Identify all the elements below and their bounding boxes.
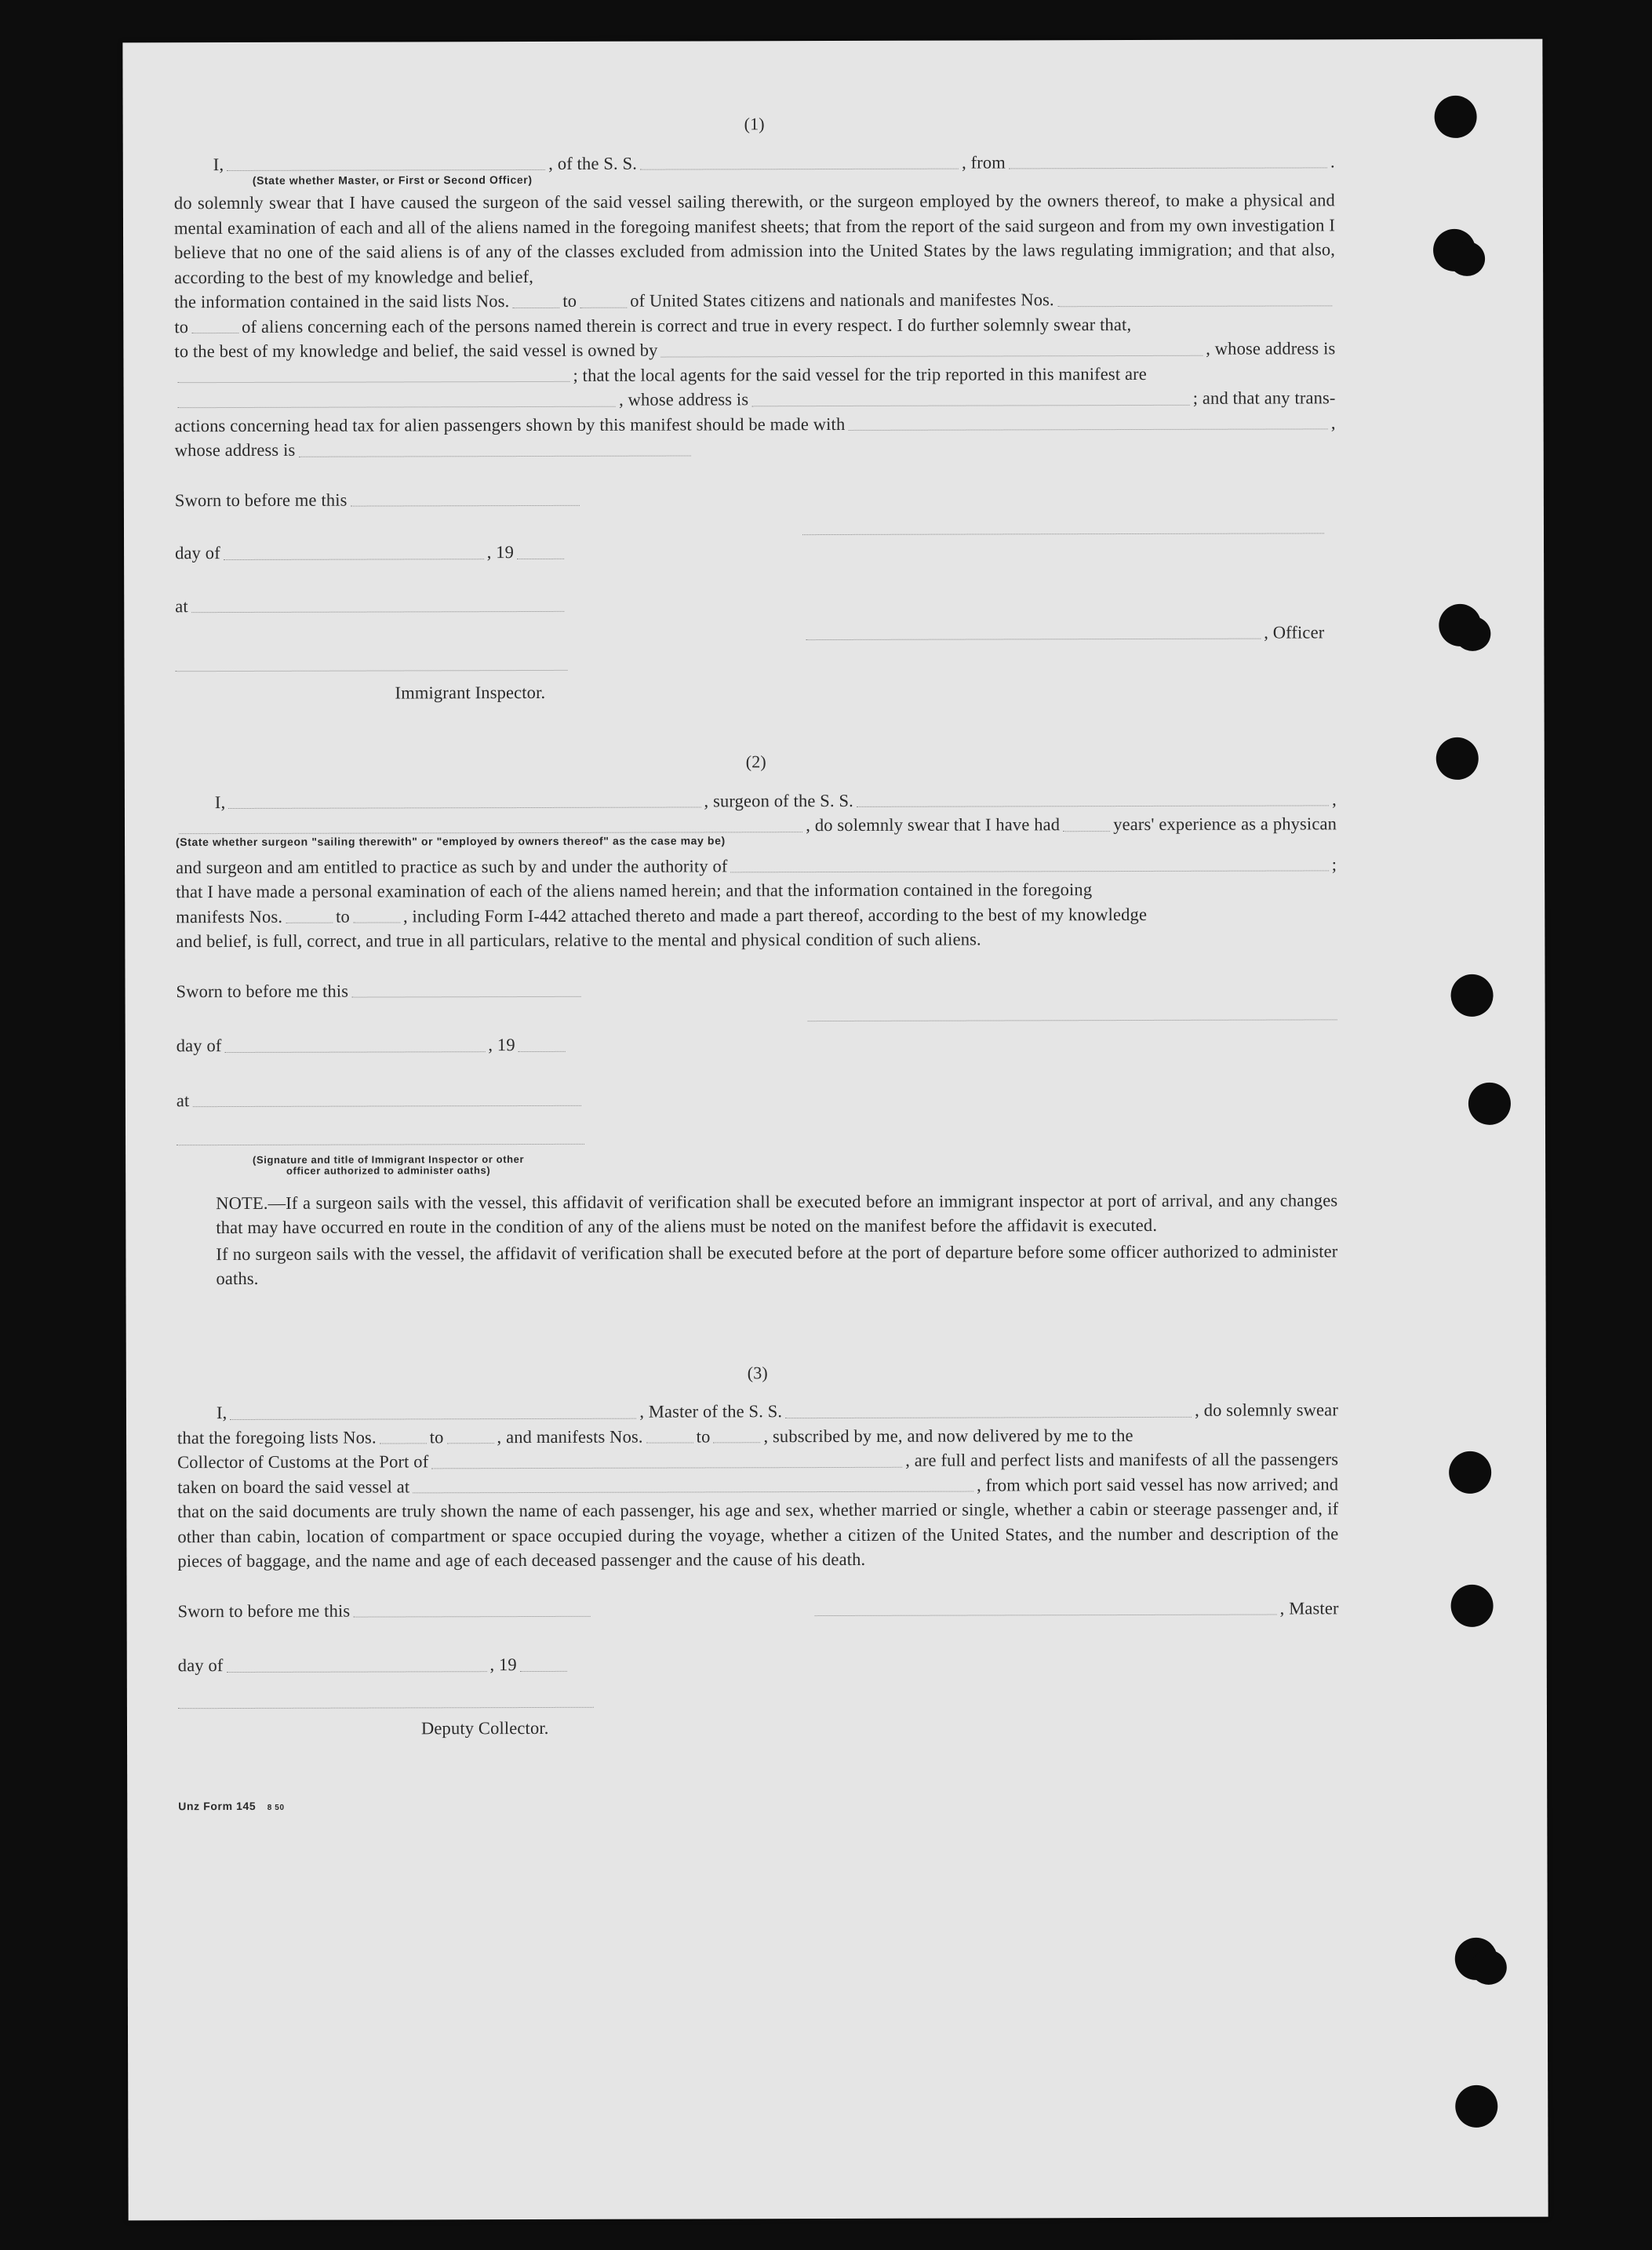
text: , surgeon of the S. S. xyxy=(704,790,853,810)
text: at xyxy=(175,595,188,616)
vessel-name-field[interactable] xyxy=(857,804,1329,807)
punch-hole xyxy=(1436,737,1479,780)
officer-signature-field[interactable] xyxy=(802,532,1324,535)
agents-address-field[interactable] xyxy=(751,403,1189,406)
collector-line xyxy=(177,1447,1338,1474)
surgeon-name-field[interactable] xyxy=(228,806,700,809)
section-number: (2) xyxy=(745,752,766,772)
punch-hole xyxy=(1450,974,1493,1017)
text: of United States citizens and nationals and manifestes Nos. xyxy=(630,289,1054,311)
master-line xyxy=(177,1397,1338,1425)
text: the information contained in the said lists Nos. xyxy=(174,291,510,312)
text: I, xyxy=(214,792,226,812)
vessel-name-field[interactable] xyxy=(640,168,959,170)
text: ; and that any trans- xyxy=(1192,388,1336,408)
years-field[interactable] xyxy=(1063,830,1110,832)
sworn-line xyxy=(178,1597,594,1623)
text: , xyxy=(1330,412,1336,432)
agents-field[interactable] xyxy=(178,405,616,407)
list-to-field[interactable] xyxy=(447,1442,494,1444)
text: , 19 xyxy=(488,1035,515,1055)
list-from-field[interactable] xyxy=(512,306,559,308)
embark-port-field[interactable] xyxy=(413,1491,973,1494)
punch-hole xyxy=(1439,604,1481,646)
section-2 xyxy=(176,748,1338,1291)
master-signature-line xyxy=(812,1596,1339,1622)
text: , from xyxy=(962,151,1006,173)
head-tax-line xyxy=(175,410,1336,438)
dayof-line xyxy=(178,1652,570,1678)
inspector-label: Immigrant Inspector. xyxy=(395,682,546,702)
officer-signature-field[interactable] xyxy=(176,1142,584,1145)
officer-name-field[interactable] xyxy=(227,169,545,171)
text: Sworn to before me this xyxy=(174,490,348,510)
year-field[interactable] xyxy=(519,1050,566,1051)
taken-on-line xyxy=(177,1472,1338,1499)
text: , subscribed by me, and now delivered by me to the xyxy=(763,1425,1133,1446)
section-3 xyxy=(177,1359,1340,1821)
text: (Signature and title of Immigrant Inspector or other xyxy=(253,1152,525,1166)
text: day of xyxy=(177,1655,224,1676)
text: , 19 xyxy=(486,542,515,562)
text: to xyxy=(174,316,189,337)
text: and surgeon and am entitled to practice as such by and under the authority of xyxy=(176,855,728,877)
sworn-line xyxy=(175,486,583,512)
authority-field[interactable] xyxy=(731,869,1329,872)
manifest-to-field[interactable] xyxy=(353,921,400,923)
from-port-field[interactable] xyxy=(1009,166,1327,169)
surgeon-signature-field[interactable] xyxy=(808,1018,1337,1021)
text: of aliens concerning each of the persons named therein is correct and true in every respect. I do further solemnly swear that, xyxy=(242,314,1132,337)
note-paragraph: If no surgeon sails with the vessel, the affidavit of verification shall be executed before at the port of departure before some officer authorized to administer oaths. xyxy=(216,1240,1338,1289)
authority-line xyxy=(176,852,1337,879)
text: Unz Form 145 xyxy=(178,1799,257,1813)
text: Sworn to before me this xyxy=(177,1600,351,1621)
list-to-field[interactable] xyxy=(580,306,627,308)
agents-line xyxy=(174,361,1335,388)
text: , from which port said vessel has now arrived; and xyxy=(977,1473,1339,1495)
head-tax-address-field[interactable] xyxy=(298,454,690,457)
sworn-date-field[interactable] xyxy=(353,1615,590,1618)
text: , do solemnly swear xyxy=(1195,1400,1338,1420)
month-field[interactable] xyxy=(227,1670,487,1673)
text: , of the S. S. xyxy=(548,153,638,173)
text: , xyxy=(1332,788,1337,809)
owner-field[interactable] xyxy=(661,354,1203,357)
section-1 xyxy=(174,110,1337,705)
punch-hole xyxy=(1433,229,1476,271)
text: , Master of the S. S. xyxy=(639,1401,783,1422)
section-number: (1) xyxy=(744,114,765,134)
sworn-line xyxy=(176,978,584,1003)
surgeon-line xyxy=(176,787,1337,814)
sworn-date-field[interactable] xyxy=(351,504,580,507)
text: at xyxy=(176,1090,190,1110)
manifest-from-field[interactable] xyxy=(286,922,333,923)
at-place-field[interactable] xyxy=(192,1105,580,1107)
text: , including Form I-442 attached thereto and made a part thereof, according to the best of my knowledge xyxy=(402,904,1148,926)
at-place-field[interactable] xyxy=(191,610,564,613)
text: , Officer xyxy=(1264,621,1325,643)
head-tax-party-field[interactable] xyxy=(848,428,1328,431)
punch-hole xyxy=(1449,1451,1491,1494)
text: , 19 xyxy=(489,1655,517,1675)
lists-line xyxy=(177,1422,1338,1450)
deputy-label: Deputy Collector. xyxy=(420,1717,549,1738)
year-field[interactable] xyxy=(520,1669,567,1671)
text: I, xyxy=(216,1403,227,1423)
at-line xyxy=(176,1087,584,1112)
at-line xyxy=(175,592,567,618)
manifest-to-field[interactable] xyxy=(713,1441,760,1443)
officer-line xyxy=(802,620,1324,646)
master-signature-field[interactable] xyxy=(815,1614,1277,1617)
deputy-signature-field[interactable] xyxy=(178,1706,594,1708)
text: . xyxy=(1330,151,1335,171)
signature-caption xyxy=(176,1153,600,1176)
text: officer authorized to administer oaths) xyxy=(286,1163,491,1177)
note-paragraph: NOTE.—If a surgeon sails with the vessel, this affidavit of verification shall be executed before an immigrant inspector at port of arrival, and any changes that may have occurred en route in the condition of any of the aliens must be noted on the manifest before the affidavit is executed. xyxy=(216,1189,1338,1238)
dayof-line xyxy=(176,1032,569,1058)
text: Sworn to before me this xyxy=(176,981,349,1001)
dayof-line xyxy=(175,540,567,566)
section-number: (3) xyxy=(747,1362,768,1382)
text: to xyxy=(696,1425,711,1446)
text: ; xyxy=(1331,854,1337,874)
text: , and manifests Nos. xyxy=(497,1426,643,1447)
master-name-field[interactable] xyxy=(230,1417,636,1419)
officer-title-field[interactable] xyxy=(806,638,1261,641)
text: years' experience as a physican xyxy=(1113,814,1337,835)
month-field[interactable] xyxy=(224,1050,485,1053)
text: to xyxy=(336,906,350,927)
year-field[interactable] xyxy=(517,557,564,559)
jurat-1 xyxy=(175,485,1337,684)
text: to xyxy=(562,290,577,311)
sworn-date-field[interactable] xyxy=(351,996,580,998)
text: , whose address is xyxy=(1206,338,1336,359)
port-field[interactable] xyxy=(431,1465,902,1469)
punch-hole xyxy=(1455,1938,1497,1980)
field-caption: (State whether surgeon "sailing therewith" or "employed by owners thereof" as the case may be) xyxy=(176,833,726,848)
punch-hole xyxy=(1468,1083,1511,1125)
passenger-paragraph: that on the said documents are truly shown the name of each passenger, his age and sex, whether married or single, whether a cabin or steerage passenger and, if other than cabin, location of compartment or space occupied during the voyage, whether a citizen of the United States, and the number and description of the pieces of baggage, and the name and age of each deceased passenger and the cause of his death. xyxy=(177,1498,1339,1571)
manifest-from-field[interactable] xyxy=(1057,304,1332,307)
oath-paragraph: do solemnly swear that I have caused the surgeon of the said vessel sailing therewith, or the surgeon employed by the owners thereof, to make a physical and mental examination of each and all of the aliens named in the foregoing manifest sheets; that from the report of the said surgeon and from my own investigation I believe that no one of the said aliens is of any of the classes excluded from admission into the United States by the laws regulating immigration; and that also, according to the best of my knowledge and belief, xyxy=(173,190,1336,287)
text: to xyxy=(429,1426,444,1447)
form-number xyxy=(178,1791,1339,1820)
field-caption: (State whether Master, or First or Second Officer) xyxy=(252,173,533,187)
examination-text: that I have made a personal examination of each of the aliens named herein; and that the information contained in the foregoing xyxy=(176,879,1093,902)
text: to the best of my knowledge and belief, the said vessel is owned by xyxy=(174,340,658,362)
agents-address-line xyxy=(175,385,1336,413)
text: 8 50 xyxy=(267,1803,285,1812)
text: Collector of Customs at the Port of xyxy=(177,1451,429,1473)
punch-hole xyxy=(1455,2085,1497,2128)
text: day of xyxy=(175,543,220,563)
belief-text: and belief, is full, correct, and true in all particulars, relative to the mental and physical condition of such aliens. xyxy=(176,929,981,952)
manifests-line xyxy=(176,901,1337,929)
punch-hole xyxy=(1451,1585,1494,1627)
text: , Master xyxy=(1279,1597,1339,1618)
form-page xyxy=(122,39,1548,2221)
punch-hole xyxy=(1435,96,1477,138)
text: ; that the local agents for the said vessel for the trip reported in this manifest are xyxy=(573,363,1147,385)
jurat-2 xyxy=(176,976,1337,1152)
aliens-line xyxy=(174,311,1335,339)
owner-address-field[interactable] xyxy=(178,380,570,383)
lists-line xyxy=(174,286,1335,314)
text: day of xyxy=(176,1036,222,1056)
list-from-field[interactable] xyxy=(380,1442,427,1444)
text: taken on board the said vessel at xyxy=(177,1476,410,1497)
text: , are full and perfect lists and manifests of all the passengers xyxy=(905,1449,1339,1470)
manifest-from-field[interactable] xyxy=(646,1441,693,1443)
text: whose address is xyxy=(174,439,296,461)
owner-line xyxy=(174,336,1335,363)
text: , whose address is xyxy=(619,389,749,410)
text: manifests Nos. xyxy=(176,906,283,927)
jurat-3 xyxy=(178,1596,1339,1717)
text: , do solemnly swear that I have had xyxy=(806,814,1061,836)
text: actions concerning head tax for alien passengers shown by this manifest should be made with xyxy=(174,413,846,435)
inspector-signature-field[interactable] xyxy=(175,668,567,671)
form-content xyxy=(174,110,1340,1820)
month-field[interactable] xyxy=(224,558,484,560)
text: I, xyxy=(213,154,224,174)
vessel-name-field[interactable] xyxy=(785,1415,1192,1418)
head-tax-address-line xyxy=(175,435,1336,462)
manifest-to-field[interactable] xyxy=(191,332,238,333)
text: that the foregoing lists Nos. xyxy=(176,1427,377,1447)
